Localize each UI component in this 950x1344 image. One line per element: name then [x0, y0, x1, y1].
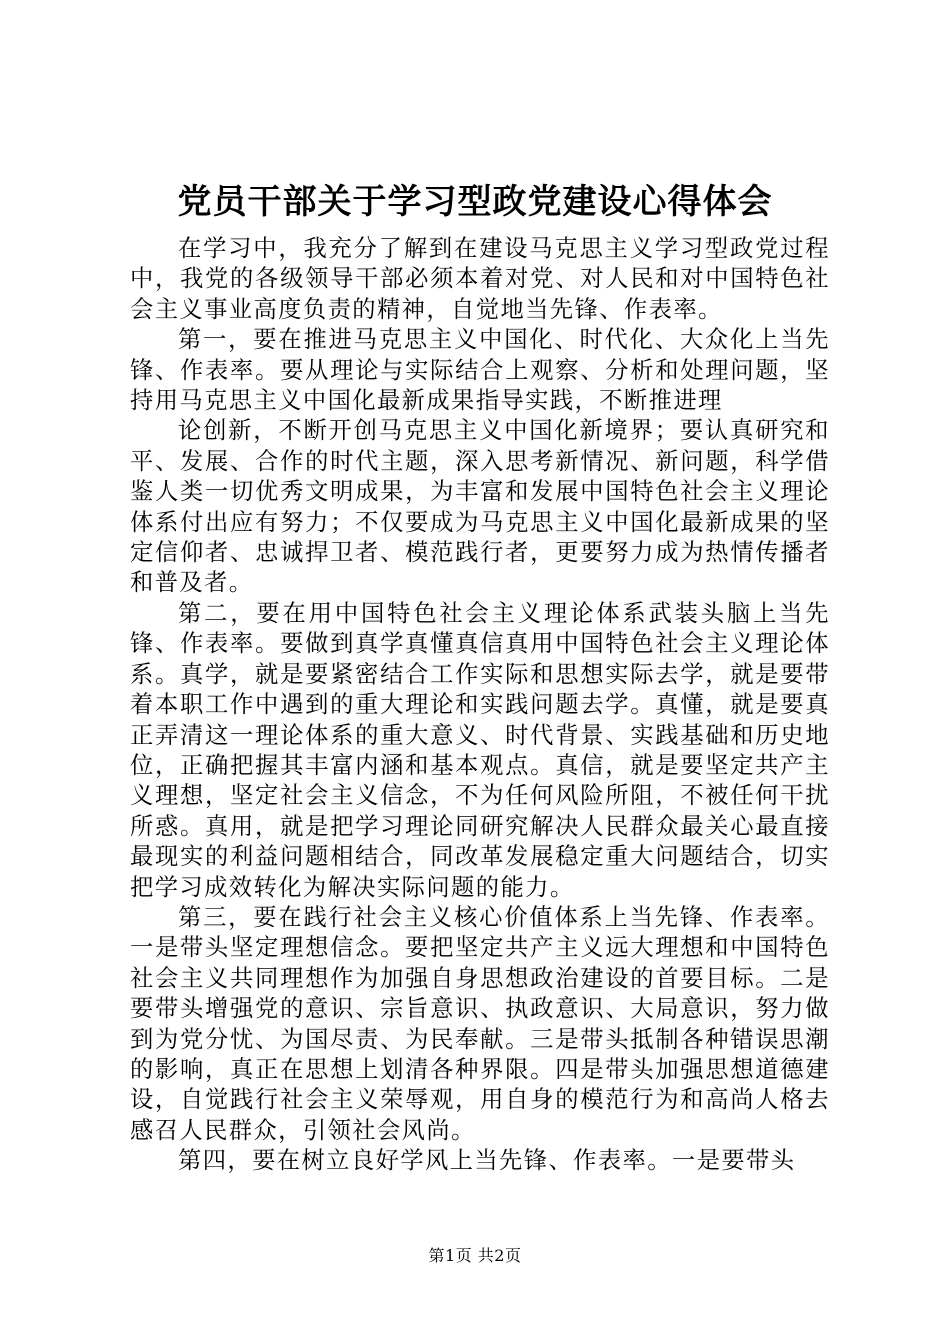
paragraph-third: 第三，要在践行社会主义核心价值体系上当先锋、作表率。一是带头坚定理想信念。要把坚定共产主义远大理想和中国特色社会主义共同理想作为加强自身思想政治建设的首要目标。二是要带头增强党的意识、宗旨意识、执政意识、大局意识，努力做到为党分忧、为国尽责、为民奉献。三是带头抵制各种错误思潮的影响，真正在思想上划清各种界限。四是带头加强思想道德建设，自觉践行社会主义荣辱观，用自身的模范行为和高尚人格去感召人民群众，引领社会风尚。 — [130, 903, 830, 1144]
page-number-footer: 第1页 共2页 — [428, 1246, 522, 1265]
paragraph-intro: 在学习中，我充分了解到在建设马克思主义学习型政党过程中，我党的各级领导干部必须本着对党、对人民和对中国特色社会主义事业高度负责的精神，自觉地当先锋、作表率。 — [130, 235, 830, 323]
paragraph-fourth: 第四，要在树立良好学风上当先锋、作表率。一是要带头 — [178, 1147, 796, 1175]
document-title: 党员干部关于学习型政党建设心得体会 — [177, 182, 773, 222]
paragraph-first: 第一，要在推进马克思主义中国化、时代化、大众化上当先锋、作表率。要从理论与实际结合上观察、分析和处理问题，坚持用马克思主义中国化最新成果指导实践，不断推进理 — [130, 326, 830, 415]
document-body — [130, 234, 830, 1177]
paragraph-second: 第二，要在用中国特色社会主义理论体系武装头脑上当先锋、作表率。要做到真学真懂真信真用中国特色社会主义理论体系。真学，就是要紧密结合工作实际和思想实际去学，就是要带着本职工作中遇到的重大理论和实践问题去学。真懂，就是要真正弄清这一理论体系的重大意义、时代背景、实践基础和历史地位，正确把握其丰富内涵和基本观点。真信，就是要坚定共产主义理想，坚定社会主义信念，不为任何风险所阻，不被任何干扰所惑。真用，就是把学习理论同研究解决人民群众最关心最直接最现实的利益问题相结合，同改革发展稳定重大问题结合，切实把学习成效转化为解决实际问题的能力。 — [130, 599, 830, 901]
paragraph-first-continued: 论创新，不断开创马克思主义中国化新境界；要认真研究和平、发展、合作的时代主题，深入思考新情况、新问题，科学借鉴人类一切优秀文明成果，为丰富和发展中国特色社会主义理论体系付出应有努力；不仅要成为马克思主义中国化最新成果的坚定信仰者、忠诚捍卫者、模范践行者，更要努力成为热情传播者和普及者。 — [130, 417, 830, 597]
